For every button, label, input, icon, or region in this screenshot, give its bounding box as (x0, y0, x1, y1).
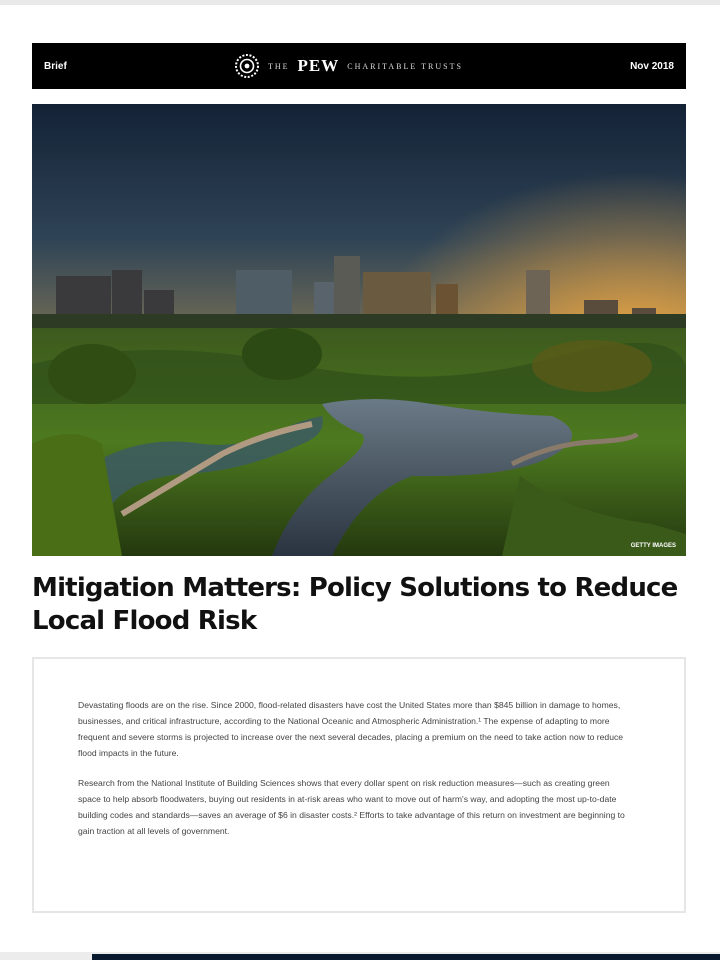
intro-text-box (32, 657, 686, 913)
document-date: Nov 2018 (630, 60, 674, 72)
hero-photo (32, 104, 686, 556)
brand-logo (234, 53, 463, 79)
photo-credit: GETTY IMAGES (630, 543, 676, 549)
city-skyline-photo-icon (32, 104, 686, 556)
brand-name: PEW (297, 56, 340, 75)
document-header-bar (32, 43, 686, 89)
next-page-edge (92, 954, 720, 960)
brand-subtitle: CHARITABLE TRUSTS (347, 61, 463, 71)
intro-paragraph-2: Research from the National Institute of Building Sciences shows that every dollar spent on risk reduction measures—such as creating green space to help absorb floodwaters, buying out residents in at-risk areas who want to move out of harm's way, and adopting the most up-to-date building codes and standards—saves an average of $6 in disaster costs.² Efforts to take advantage of this return on investment are beginning to gain traction at all levels of government. (78, 778, 625, 836)
brand-the: THE (267, 61, 290, 71)
top-rule (0, 0, 720, 5)
intro-paragraph-1: Devastating floods are on the rise. Since 2000, flood-related disasters have cost the United States more than $845 billion in damage to homes, businesses, and critical infrastructure, according to the National Oceanic and Atmospheric Administration.¹ The expense of adapting to more frequent and severe storms is projected to increase over the next several decades, placing a premium on the need to take action now to reduce flood impacts in the future. (78, 700, 624, 758)
document-type-label: Brief (44, 60, 67, 72)
pew-seal-logo-icon (234, 53, 260, 79)
document-title: Mitigation Matters: Policy Solutions to Reduce Local Flood Risk (32, 573, 678, 636)
